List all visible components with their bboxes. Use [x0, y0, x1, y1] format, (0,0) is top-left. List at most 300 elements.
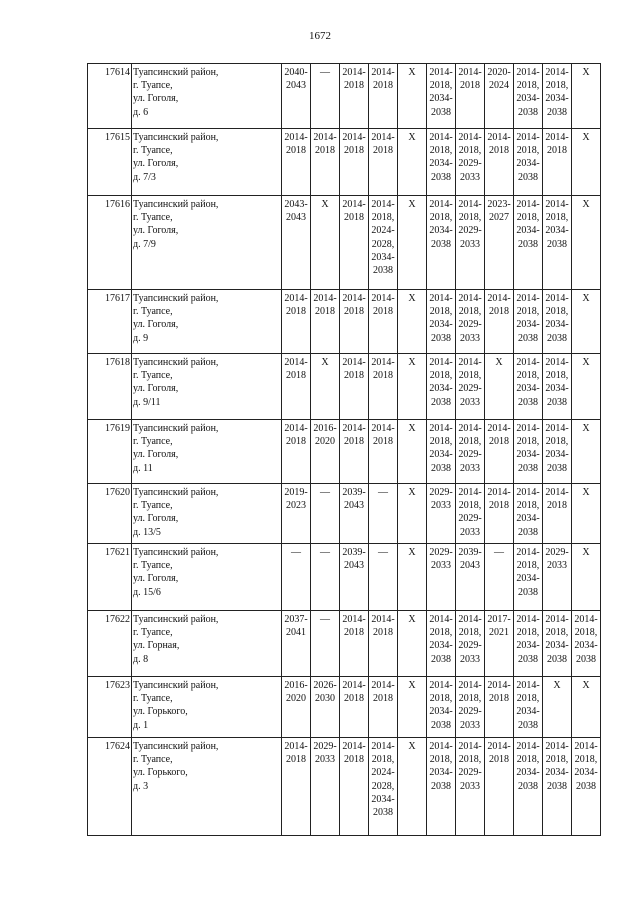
period-line: 2018 — [344, 306, 364, 318]
period-line: 2014- — [458, 67, 482, 78]
period-line: 2034- — [516, 383, 540, 395]
period-line: 2014- — [516, 741, 540, 752]
period-line: 2014- — [429, 614, 453, 625]
address-line: г. Туапсе, — [133, 370, 173, 382]
period-line: 2018 — [373, 436, 393, 448]
period-line: 2033 — [315, 754, 335, 766]
period-line: 2026- — [313, 680, 337, 691]
period-line: 2038 — [518, 719, 538, 731]
period-line: 2016- — [313, 423, 337, 434]
period-line: — — [320, 487, 330, 498]
work-period-cell — [311, 738, 340, 836]
period-line: 2018, — [545, 754, 569, 766]
period-line: 2034- — [371, 793, 395, 805]
period-line: 2014- — [487, 293, 511, 304]
period-line: 2014- — [574, 614, 598, 625]
row-number: 17617 — [88, 290, 132, 354]
period-line: 2018 — [286, 436, 306, 448]
address-line: д. 9 — [133, 332, 149, 344]
period-line: 2014- — [545, 67, 569, 78]
period-line: 2018 — [373, 306, 393, 318]
period-line: 2014- — [371, 741, 395, 752]
period-line: 2014- — [545, 293, 569, 304]
period-line: 2038 — [373, 807, 393, 819]
work-period-cell — [282, 738, 311, 836]
period-line: 2014- — [371, 357, 395, 368]
work-period-cell — [514, 611, 543, 677]
period-line: 2018 — [489, 754, 509, 766]
period-line: 2016- — [284, 680, 308, 691]
work-period-cell — [427, 420, 456, 484]
address-line: г. Туапсе, — [133, 560, 173, 572]
period-line: 2018, — [458, 627, 482, 639]
work-period-cell — [485, 196, 514, 290]
period-line: 2014- — [342, 357, 366, 368]
address-cell — [132, 290, 282, 354]
period-line: 2038 — [518, 106, 538, 118]
address-line: ул. Гоголя, — [133, 225, 179, 237]
work-period-cell — [543, 677, 572, 738]
period-line: 2014- — [284, 132, 308, 143]
period-line: 2033 — [547, 560, 567, 572]
period-line: X — [408, 67, 416, 78]
period-line: 2018 — [489, 500, 509, 512]
period-line: 2038 — [431, 238, 451, 250]
work-period-cell — [427, 290, 456, 354]
work-period-cell — [282, 196, 311, 290]
address-line: ул. Горького, — [133, 767, 188, 779]
work-period-cell — [514, 64, 543, 129]
address-cell — [132, 677, 282, 738]
period-line: 2014- — [487, 423, 511, 434]
work-period-cell — [311, 129, 340, 196]
period-line: 2034- — [545, 449, 569, 461]
row-number: 17623 — [88, 677, 132, 738]
period-line: 2014- — [342, 132, 366, 143]
row-number: 17620 — [88, 484, 132, 544]
work-period-cell — [311, 196, 340, 290]
period-line: 2014- — [458, 614, 482, 625]
work-period-cell — [311, 290, 340, 354]
period-line: 2038 — [518, 396, 538, 408]
work-period-cell — [340, 64, 369, 129]
period-line: 2034- — [516, 449, 540, 461]
period-line: 2014- — [429, 132, 453, 143]
period-line: 2014- — [516, 67, 540, 78]
period-line: 2024- — [371, 767, 395, 779]
work-period-cell — [340, 738, 369, 836]
work-period-cell — [427, 64, 456, 129]
period-line: 2014- — [284, 357, 308, 368]
work-period-cell — [456, 611, 485, 677]
period-line: 2018, — [429, 80, 453, 92]
period-line: 2014- — [516, 132, 540, 143]
address-line: ул. Гоголя, — [133, 383, 179, 395]
period-line: 2038 — [576, 780, 596, 792]
period-line: — — [494, 547, 504, 558]
period-line: 2038 — [431, 171, 451, 183]
address-line: д. 15/6 — [133, 586, 161, 598]
work-period-cell — [369, 738, 398, 836]
period-line: 2038 — [518, 332, 538, 344]
work-period-cell — [514, 544, 543, 611]
work-period-cell — [485, 544, 514, 611]
period-line: 2018 — [373, 145, 393, 157]
work-period-cell — [369, 64, 398, 129]
work-period-cell — [311, 611, 340, 677]
period-line: 2040- — [284, 67, 308, 78]
period-line: 2029- — [458, 640, 482, 652]
work-period-cell — [572, 196, 601, 290]
period-line: 2014- — [516, 547, 540, 558]
work-period-cell — [485, 484, 514, 544]
period-line: 2043 — [344, 560, 364, 572]
period-line: 2014- — [342, 67, 366, 78]
period-line: 2014- — [458, 132, 482, 143]
work-period-cell — [456, 64, 485, 129]
work-period-cell — [427, 354, 456, 420]
period-line: 2029- — [429, 547, 453, 558]
address-line: г. Туапсе, — [133, 500, 173, 512]
address-line: ул. Гоголя, — [133, 573, 179, 585]
work-period-cell — [282, 611, 311, 677]
period-line: 2014- — [545, 487, 569, 498]
work-period-cell — [485, 738, 514, 836]
address-line: г. Туапсе, — [133, 436, 173, 448]
work-period-cell — [398, 354, 427, 420]
work-period-cell — [369, 354, 398, 420]
period-line: 2034- — [429, 640, 453, 652]
work-period-cell — [340, 484, 369, 544]
period-line: X — [408, 423, 416, 434]
work-period-cell — [398, 738, 427, 836]
address-line: Туапсинский район, — [133, 132, 219, 143]
work-period-cell — [514, 677, 543, 738]
work-period-cell — [572, 677, 601, 738]
period-line: 2014- — [342, 614, 366, 625]
period-line: 2029- — [429, 487, 453, 498]
address-line: ул. Гоголя, — [133, 513, 179, 525]
work-period-cell — [572, 290, 601, 354]
work-period-cell — [485, 611, 514, 677]
address-line: г. Туапсе, — [133, 212, 173, 224]
address-line: Туапсинский район, — [133, 199, 219, 210]
work-period-cell — [282, 677, 311, 738]
period-line: X — [582, 547, 590, 558]
period-line: 2034- — [516, 706, 540, 718]
work-period-cell — [311, 420, 340, 484]
period-line: 2029- — [458, 706, 482, 718]
work-period-cell — [369, 544, 398, 611]
address-line: Туапсинский район, — [133, 547, 219, 558]
address-line: д. 3 — [133, 780, 149, 792]
period-line: 2038 — [518, 780, 538, 792]
work-period-cell — [456, 129, 485, 196]
period-line: 2039- — [458, 547, 482, 558]
work-period-cell — [456, 420, 485, 484]
work-period-cell — [340, 290, 369, 354]
period-line: 2018, — [458, 754, 482, 766]
address-line: ул. Горная, — [133, 640, 180, 652]
period-line: 2034- — [545, 767, 569, 779]
period-line: 2034- — [516, 158, 540, 170]
work-period-cell — [456, 354, 485, 420]
period-line: 2038 — [373, 265, 393, 277]
period-line: 2038 — [518, 586, 538, 598]
period-line: 2039- — [342, 547, 366, 558]
period-line: 2014- — [371, 132, 395, 143]
period-line: 2014- — [371, 680, 395, 691]
period-line: 2034- — [429, 706, 453, 718]
period-line: 2034- — [516, 319, 540, 331]
period-line: 2028, — [371, 238, 395, 250]
period-line: 2024 — [489, 80, 509, 92]
period-line: 2018, — [516, 370, 540, 382]
work-period-cell — [398, 129, 427, 196]
table-row — [88, 196, 601, 290]
period-line: 2038 — [518, 653, 538, 665]
period-line: 2038 — [431, 396, 451, 408]
period-line: 2018, — [429, 306, 453, 318]
period-line: 2027 — [489, 212, 509, 224]
period-line: X — [582, 67, 590, 78]
period-line: 2018, — [429, 754, 453, 766]
period-line: 2033 — [431, 500, 451, 512]
period-line: 2038 — [547, 780, 567, 792]
period-line: 2018, — [458, 212, 482, 224]
period-line: 2014- — [545, 357, 569, 368]
address-line: д. 8 — [133, 653, 149, 665]
period-line: — — [320, 547, 330, 558]
period-line: X — [582, 293, 590, 304]
period-line: 2034- — [429, 383, 453, 395]
period-line: 2014- — [371, 423, 395, 434]
period-line: 2038 — [547, 332, 567, 344]
period-line: X — [321, 357, 329, 368]
period-line: 2014- — [342, 680, 366, 691]
period-line: 2018, — [429, 693, 453, 705]
address-line: д. 6 — [133, 106, 149, 118]
period-line: 2018 — [344, 693, 364, 705]
period-line: 2014- — [371, 293, 395, 304]
period-line: 2014- — [545, 614, 569, 625]
work-period-cell — [572, 129, 601, 196]
work-period-cell — [398, 544, 427, 611]
period-line: 2038 — [431, 332, 451, 344]
period-line: 2038 — [431, 653, 451, 665]
period-line: 2034- — [545, 640, 569, 652]
address-line: д. 13/5 — [133, 526, 161, 538]
period-line: 2018, — [429, 627, 453, 639]
period-line: 2018, — [371, 754, 395, 766]
work-period-cell — [340, 354, 369, 420]
period-line: 2018 — [373, 370, 393, 382]
work-period-cell — [543, 196, 572, 290]
table-row — [88, 420, 601, 484]
period-line: 2014- — [342, 199, 366, 210]
table-row — [88, 64, 601, 129]
period-line: 2038 — [431, 780, 451, 792]
address-line: д. 1 — [133, 719, 149, 731]
work-period-cell — [485, 129, 514, 196]
period-line: 2029- — [458, 225, 482, 237]
table-row — [88, 290, 601, 354]
work-period-cell — [340, 677, 369, 738]
work-period-cell — [543, 544, 572, 611]
period-line: X — [582, 199, 590, 210]
period-line: 2018 — [344, 370, 364, 382]
work-period-cell — [311, 64, 340, 129]
work-period-cell — [485, 420, 514, 484]
period-line: 2033 — [460, 171, 480, 183]
period-line: 2029- — [458, 158, 482, 170]
register-table — [87, 63, 601, 836]
period-line: 2018, — [516, 436, 540, 448]
period-line: 2020- — [487, 67, 511, 78]
period-line: 2034- — [429, 158, 453, 170]
work-period-cell — [282, 420, 311, 484]
table-row — [88, 677, 601, 738]
work-period-cell — [572, 420, 601, 484]
work-period-cell — [340, 544, 369, 611]
period-line: 2018 — [286, 306, 306, 318]
period-line: 2034- — [516, 767, 540, 779]
period-line: X — [582, 423, 590, 434]
work-period-cell — [369, 677, 398, 738]
period-line: 2014- — [429, 423, 453, 434]
period-line: 2018 — [286, 754, 306, 766]
table-row — [88, 354, 601, 420]
work-period-cell — [485, 64, 514, 129]
period-line: 2018, — [545, 306, 569, 318]
period-line: 2029- — [458, 383, 482, 395]
period-line: 2018 — [344, 145, 364, 157]
period-line: 2014- — [371, 199, 395, 210]
period-line: 2018 — [547, 145, 567, 157]
address-cell — [132, 196, 282, 290]
period-line: — — [378, 487, 388, 498]
work-period-cell — [427, 129, 456, 196]
period-line: 2014- — [342, 423, 366, 434]
address-line: г. Туапсе, — [133, 80, 173, 92]
period-line: 2014- — [458, 680, 482, 691]
period-line: 2018 — [344, 436, 364, 448]
period-line: 2017- — [487, 614, 511, 625]
period-line: 2034- — [429, 449, 453, 461]
period-line: 2029- — [458, 513, 482, 525]
period-line: 2038 — [547, 106, 567, 118]
address-line: ул. Гоголя, — [133, 93, 179, 105]
period-line: 2028, — [371, 780, 395, 792]
address-line: ул. Горького, — [133, 706, 188, 718]
period-line: 2018 — [460, 80, 480, 92]
work-period-cell — [282, 544, 311, 611]
period-line: 2038 — [576, 653, 596, 665]
period-line: 2034- — [429, 319, 453, 331]
table-row — [88, 544, 601, 611]
period-line: 2014- — [284, 423, 308, 434]
period-line: 2033 — [460, 719, 480, 731]
period-line: 2034- — [429, 225, 453, 237]
period-line: 2034- — [429, 767, 453, 779]
period-line: 2014- — [516, 293, 540, 304]
work-period-cell — [514, 420, 543, 484]
period-line: 2014- — [487, 487, 511, 498]
work-period-cell — [369, 129, 398, 196]
period-line: 2018 — [286, 145, 306, 157]
address-line: Туапсинский район, — [133, 487, 219, 498]
address-line: Туапсинский район, — [133, 67, 219, 78]
period-line: 2014- — [487, 132, 511, 143]
page-number: 1672 — [309, 30, 331, 42]
period-line: 2018 — [489, 436, 509, 448]
work-period-cell — [456, 544, 485, 611]
period-line: — — [291, 547, 301, 558]
period-line: 2018, — [458, 145, 482, 157]
period-line: 2018, — [545, 80, 569, 92]
period-line: 2034- — [516, 573, 540, 585]
address-line: Туапсинский район, — [133, 423, 219, 434]
period-line: 2018, — [574, 754, 598, 766]
period-line: 2029- — [313, 741, 337, 752]
work-period-cell — [543, 290, 572, 354]
period-line: 2038 — [518, 462, 538, 474]
row-number: 17614 — [88, 64, 132, 129]
work-period-cell — [282, 290, 311, 354]
period-line: 2018 — [489, 306, 509, 318]
address-line: Туапсинский район, — [133, 741, 219, 752]
period-line: 2038 — [547, 396, 567, 408]
period-line: 2018 — [344, 212, 364, 224]
row-number: 17619 — [88, 420, 132, 484]
work-period-cell — [514, 129, 543, 196]
work-period-cell — [311, 544, 340, 611]
row-number: 17621 — [88, 544, 132, 611]
period-line: 2034- — [574, 640, 598, 652]
period-line: 2043- — [284, 199, 308, 210]
address-line: д. 11 — [133, 462, 153, 474]
address-line: г. Туапсе, — [133, 306, 173, 318]
period-line: X — [553, 680, 561, 691]
address-line: г. Туапсе, — [133, 145, 173, 157]
period-line: 2014- — [342, 293, 366, 304]
period-line: 2018 — [344, 627, 364, 639]
period-line: 2038 — [431, 462, 451, 474]
table-row — [88, 738, 601, 836]
period-line: X — [408, 547, 416, 558]
period-line: X — [408, 293, 416, 304]
period-line: 2014- — [371, 614, 395, 625]
period-line: 2029- — [458, 449, 482, 461]
period-line: 2014- — [458, 487, 482, 498]
period-line: 2018 — [373, 627, 393, 639]
period-line: X — [408, 199, 416, 210]
period-line: 2018, — [516, 693, 540, 705]
period-line: 2018, — [545, 627, 569, 639]
period-line: 2023- — [487, 199, 511, 210]
work-period-cell — [456, 484, 485, 544]
period-line: X — [495, 357, 503, 368]
period-line: 2041 — [286, 627, 306, 639]
row-number: 17616 — [88, 196, 132, 290]
period-line: 2019- — [284, 487, 308, 498]
period-line: 2034- — [516, 640, 540, 652]
period-line: 2014- — [487, 680, 511, 691]
period-line: 2038 — [547, 462, 567, 474]
period-line: 2014- — [429, 680, 453, 691]
period-line: 2014- — [284, 741, 308, 752]
period-line: 2018, — [545, 436, 569, 448]
